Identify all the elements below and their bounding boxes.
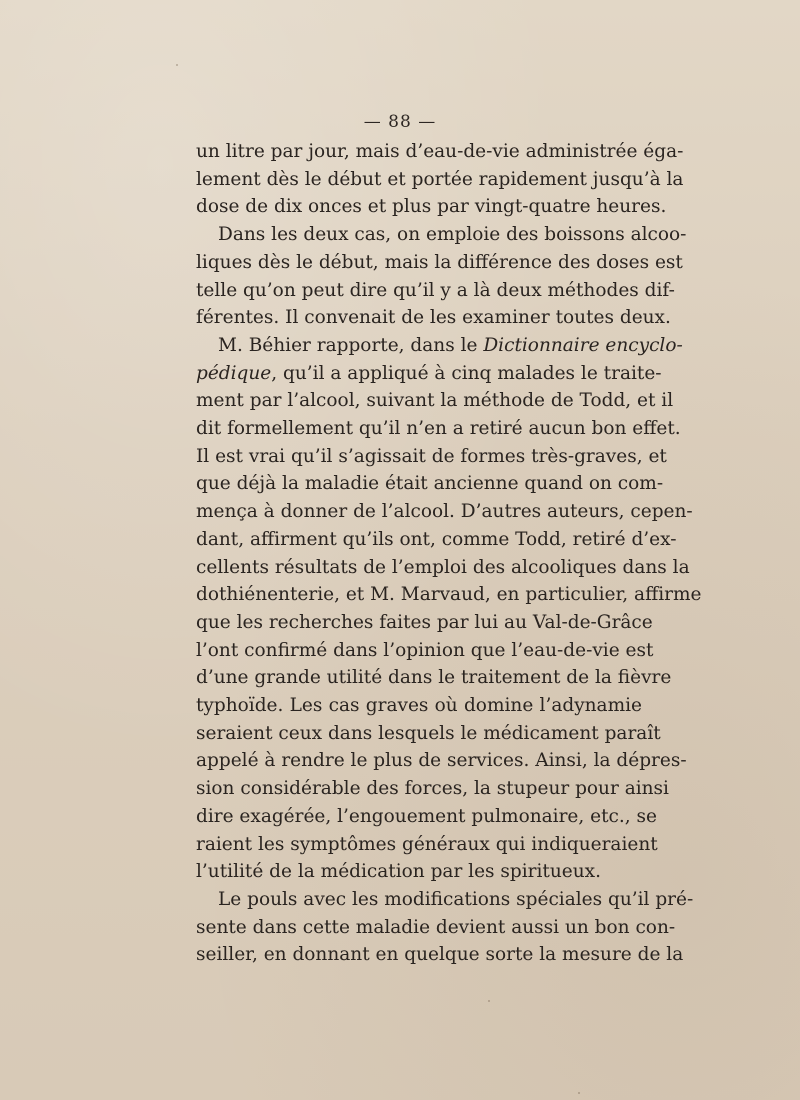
paper-speck bbox=[176, 64, 178, 66]
text-line: Il est vrai qu’il s’agissait de formes très-graves, et bbox=[196, 445, 667, 467]
text-line: cellents résultats de l’emploi des alcooliques dans la bbox=[196, 556, 690, 578]
text-line: Dans les deux cas, on emploie des boissons alcoo- bbox=[218, 224, 687, 246]
text-fragment: M. Béhier rapporte, dans le bbox=[218, 334, 484, 356]
page-number: — 88 — bbox=[363, 112, 437, 132]
italic-title: pédique bbox=[196, 362, 272, 384]
text-line: dire exagérée, l’engouement pulmonaire, etc., se bbox=[196, 805, 657, 827]
text-line: seraient ceux dans lesquels le médicament paraît bbox=[196, 722, 661, 744]
paper-speck bbox=[488, 1000, 490, 1002]
text-line: que déjà la maladie était ancienne quand on com- bbox=[196, 473, 664, 495]
text-line: mença à donner de l’alcool. D’autres auteurs, cepen- bbox=[196, 501, 693, 523]
text-line: typhoïde. Les cas graves où domine l’adynamie bbox=[196, 695, 642, 717]
text-line: que les recherches faites par lui au Val-de-Grâce bbox=[196, 611, 653, 633]
text-line-with-italic bbox=[196, 332, 683, 360]
text-line: sion considérable des forces, la stupeur pour ainsi bbox=[196, 778, 669, 800]
text-line: dose de dix onces et plus par vingt-quatre heures. bbox=[196, 196, 667, 218]
text-line: dit formellement qu’il n’en a retiré aucun bon effet. bbox=[196, 418, 681, 440]
paper-speck bbox=[578, 1092, 580, 1094]
paper-speck bbox=[645, 950, 647, 952]
text-line: l’ont confirmé dans l’opinion que l’eau-de-vie est bbox=[196, 639, 654, 661]
text-line: l’utilité de la médication par les spiritueux. bbox=[196, 861, 601, 883]
text-line: Le pouls avec les modifications spéciales qu’il pré- bbox=[218, 888, 694, 910]
text-line: férentes. Il convenait de les examiner toutes deux. bbox=[196, 307, 671, 329]
text-line: liques dès le début, mais la différence des doses est bbox=[196, 251, 683, 273]
text-line: d’une grande utilité dans le traitement de la fièvre bbox=[196, 667, 672, 689]
text-line: seiller, en donnant en quelque sorte la mesure de la bbox=[196, 944, 684, 966]
text-fragment: , qu’il a appliqué à cinq malades le traite- bbox=[271, 362, 662, 384]
text-line: dothiénenterie, et M. Marvaud, en particulier, affirme bbox=[196, 584, 702, 606]
text-line: un litre par jour, mais d’eau-de-vie administrée éga- bbox=[196, 141, 684, 162]
text-line: sente dans cette maladie devient aussi un bon con- bbox=[196, 916, 676, 938]
text-line: dant, affirment qu’ils ont, comme Todd, retiré d’ex- bbox=[196, 528, 677, 550]
page-body bbox=[196, 138, 702, 969]
text-line: raient les symptômes généraux qui indiqueraient bbox=[196, 833, 658, 855]
italic-title: Dictionnaire encyclo- bbox=[483, 334, 683, 356]
text-line: ment par l’alcool, suivant la méthode de Todd, et il bbox=[196, 390, 674, 412]
text-line: telle qu’on peut dire qu’il y a là deux méthodes dif- bbox=[196, 279, 675, 301]
text-line: appelé à rendre le plus de services. Ainsi, la dépres- bbox=[196, 750, 687, 772]
text-line: lement dès le début et portée rapidement jusqu’à la bbox=[196, 168, 684, 190]
text-line-with-italic bbox=[196, 360, 662, 388]
